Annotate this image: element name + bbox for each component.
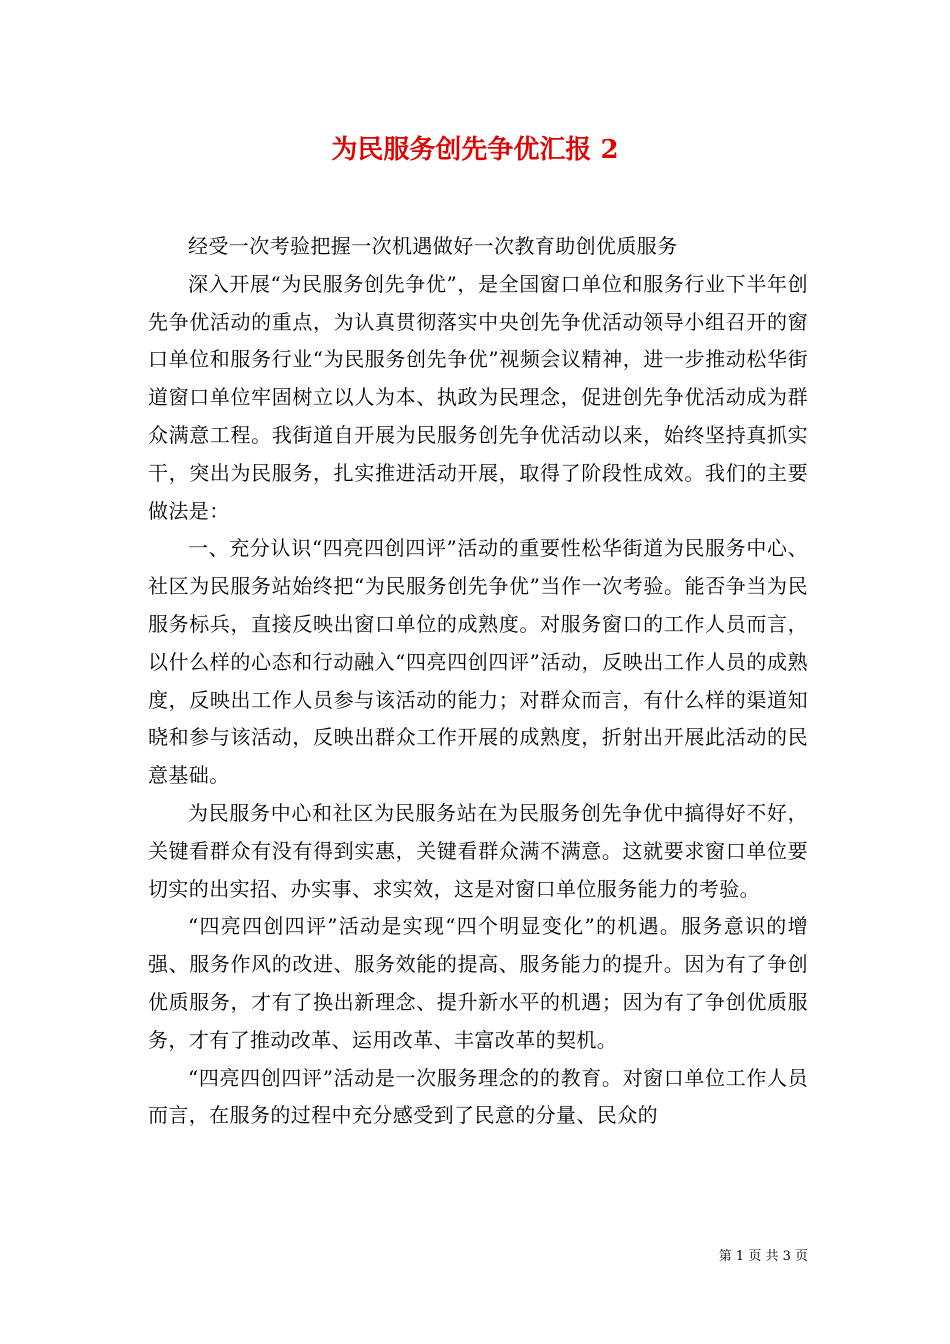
paragraph: 为民服务中心和社区为民服务站在为民服务创先争优中搞得好不好，关键看群众有没有得到实惠，关键看群众满不满意。这就要求窗口单位要切实的出实招、办实事、求实效，这是对窗口单位服务能力的考验。 bbox=[148, 800, 808, 901]
paragraph: 深入开展“为民服务创先争优”，是全国窗口单位和服务行业下半年创先争优活动的重点，为认真贯彻落实中央创先争优活动领导小组召开的窗口单位和服务行业“为民服务创先争优”视频会议精神，进一步推动松华街道窗口单位牢固树立以人为本、执政为民理念，促进创先争优活动成为群众满意工程。我街道自开展为民服务创先争优活动以来，始终坚持真抓实干，突出为民服务，扎实推进活动开展，取得了阶段性成效。我们的主要做法是： bbox=[148, 271, 808, 523]
document-body bbox=[148, 228, 808, 1135]
paragraph: “四亮四创四评”活动是实现“四个明显变化”的机遇。服务意识的增强、服务作风的改进、服务效能的提高、服务能力的提升。因为有了争创优质服务，才有了换出新理念、提升新水平的机遇；因为有了争创优质服务，才有了推动改革、运用改革、丰富改革的契机。 bbox=[148, 914, 808, 1052]
document-title: 为民服务创先争优汇报 2 bbox=[331, 135, 619, 165]
paragraph: “四亮四创四评”活动是一次服务理念的的教育。对窗口单位工作人员而言，在服务的过程中充分感受到了民意的分量、民众的 bbox=[148, 1065, 808, 1128]
paragraph-subtitle: 经受一次考验把握一次机遇做好一次教育助创优质服务 bbox=[188, 234, 678, 258]
page-number-footer: 第 1 页 共 3 页 bbox=[718, 1249, 808, 1264]
paragraph: 一、充分认识“四亮四创四评”活动的重要性松华街道为民服务中心、社区为民服务站始终把“为民服务创先争优”当作一次考验。能否争当为民服务标兵，直接反映出窗口单位的成熟度。对服务窗口的工作人员而言，以什么样的心态和行动融入“四亮四创四评”活动，反映出工作人员的成熟度，反映出工作人员参与该活动的能力；对群众而言，有什么样的渠道知晓和参与该活动，反映出群众工作开展的成熟度，折射出开展此活动的民意基础。 bbox=[148, 536, 808, 788]
